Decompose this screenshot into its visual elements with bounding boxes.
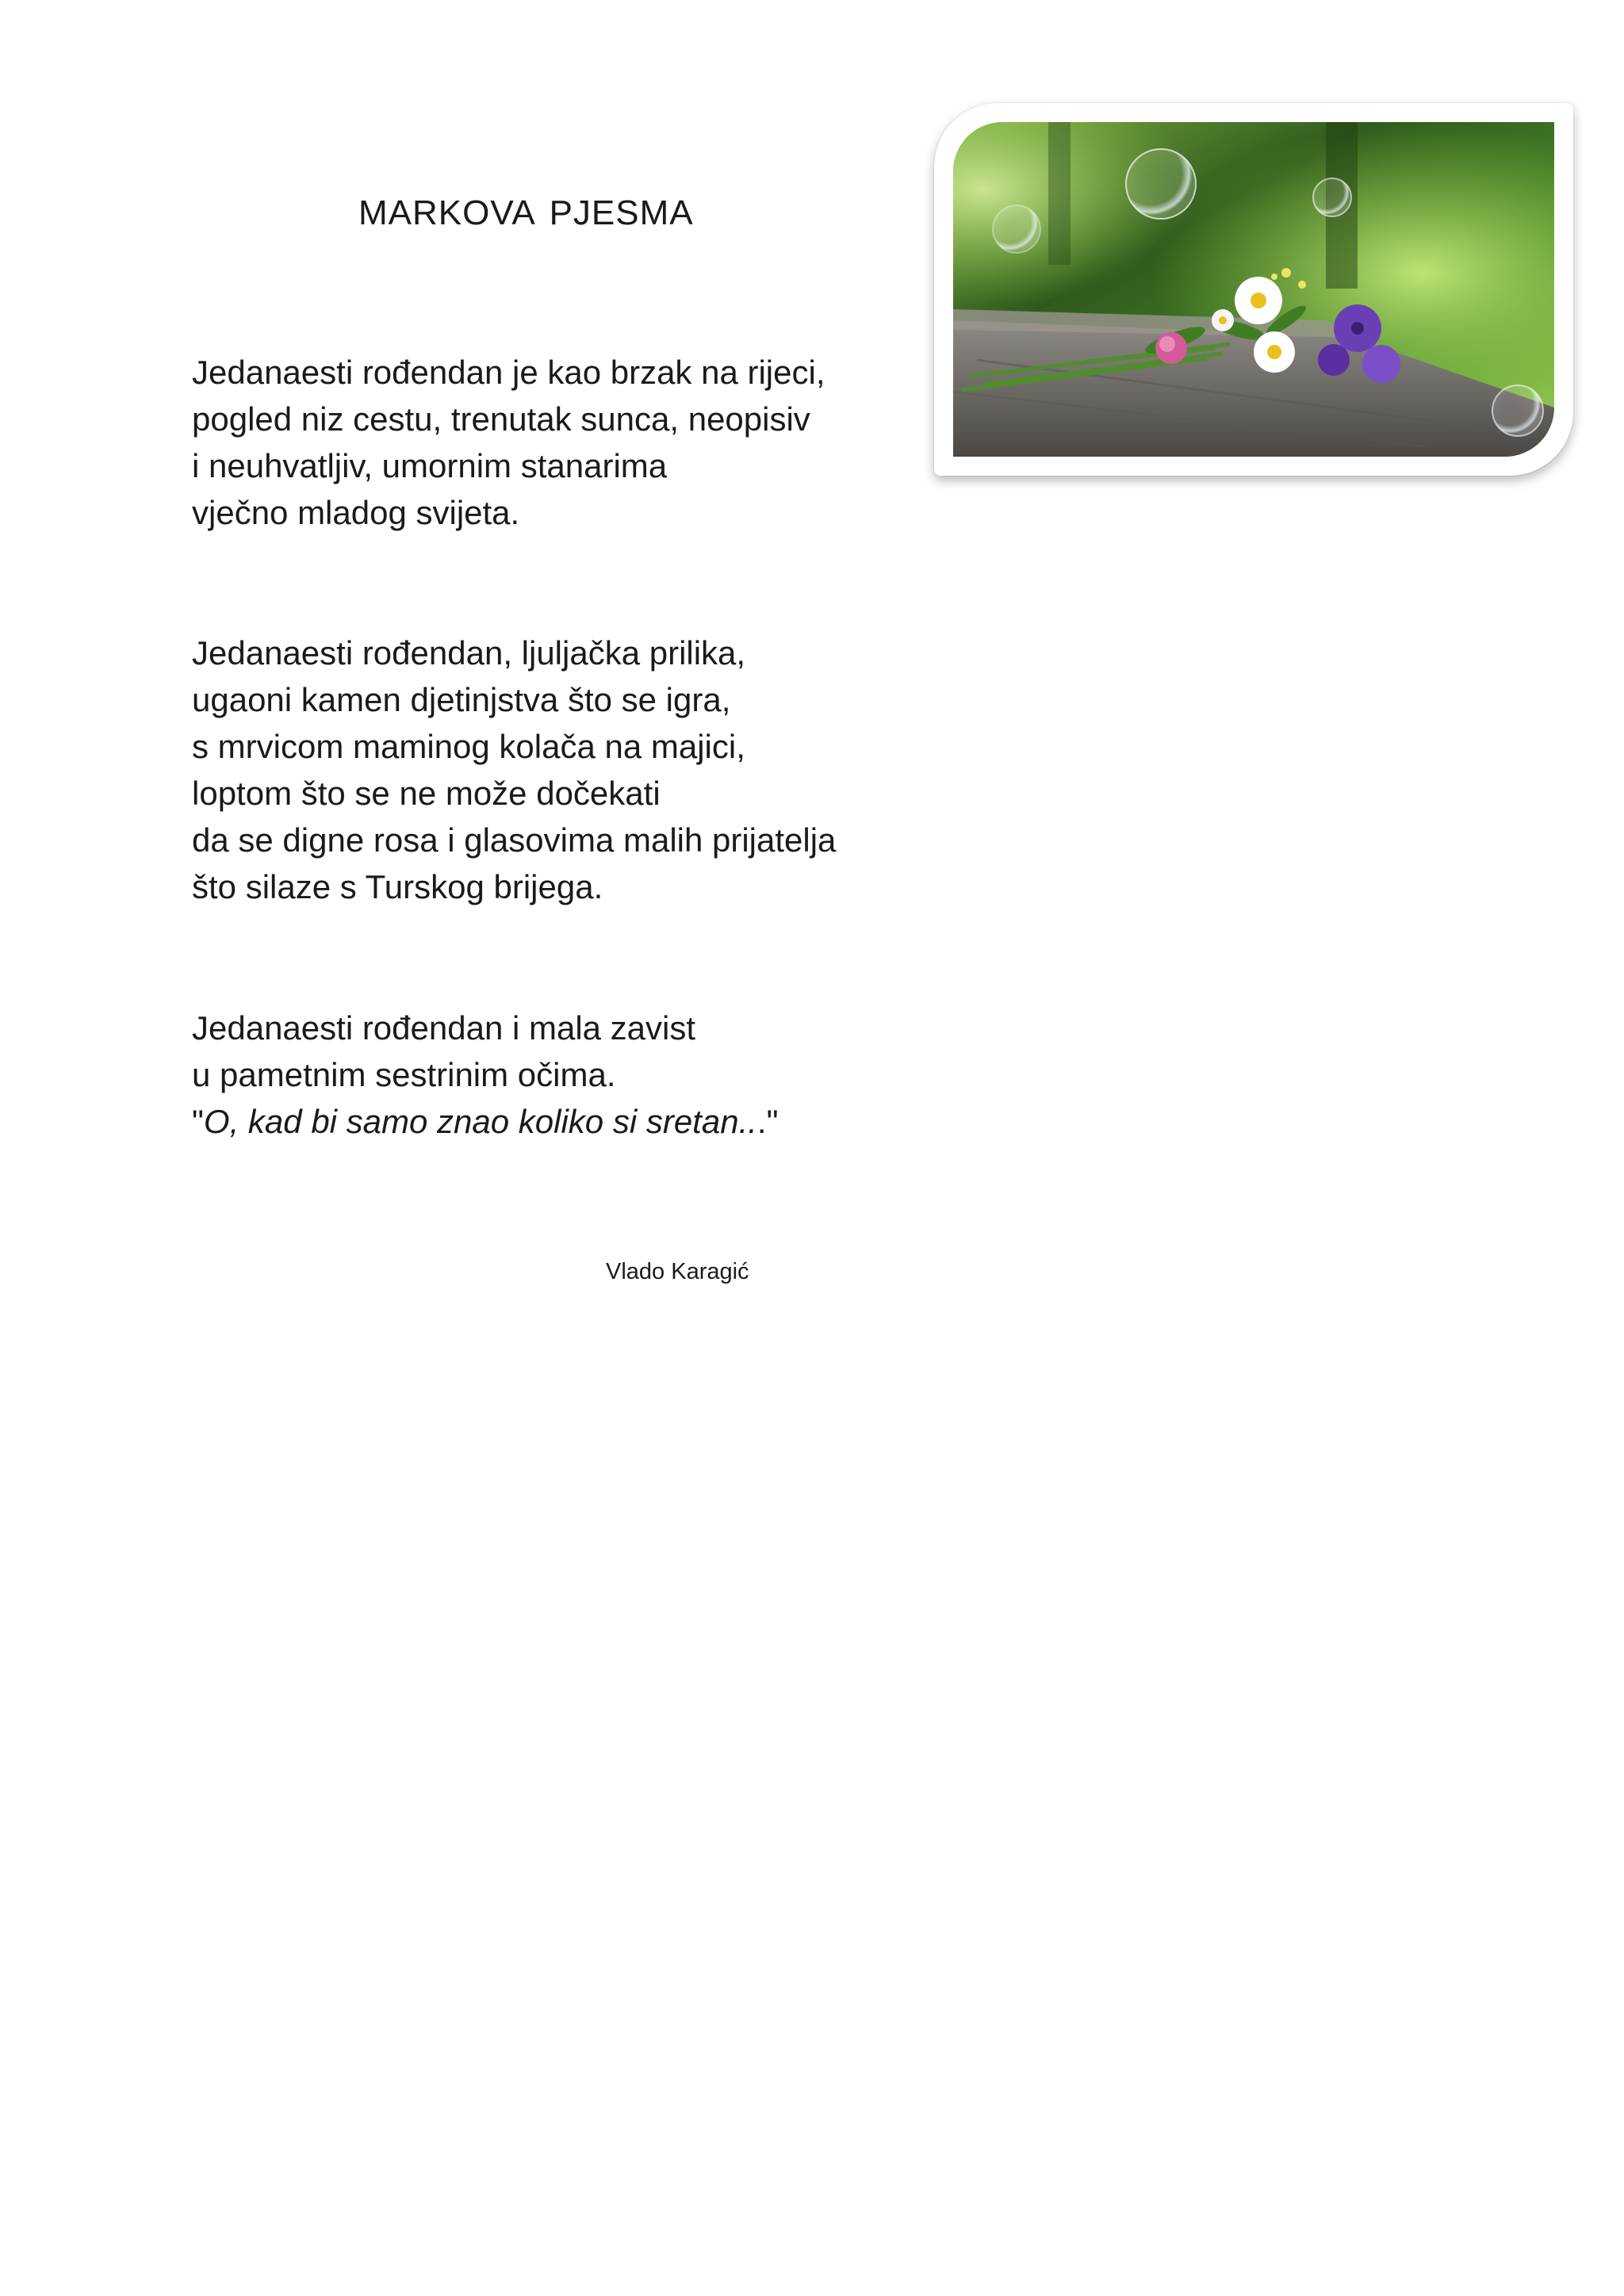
quote-close: .": [756, 1103, 779, 1140]
soap-bubble: [993, 205, 1040, 253]
quote-text: O, kad bi samo znao koliko si sretan..: [203, 1103, 757, 1140]
bouquet-photo-illustration: [953, 122, 1554, 457]
stanza-line: da se digne rosa i glasovima malih prijatelja: [192, 821, 837, 859]
stanza-1: [192, 349, 825, 536]
quote-open: ": [192, 1103, 204, 1140]
stanza-line: Jedanaesti rođendan i mala zavist: [192, 1009, 696, 1047]
stanza-line: i neuhvatljiv, umornim stanarima: [192, 447, 668, 484]
stanza-line: vječno mladog svijeta.: [192, 494, 520, 531]
poem-title: MARKOVA PJESMA: [358, 193, 694, 232]
stanza-line: loptom što se ne može dočekati: [192, 775, 661, 812]
photo-frame: [934, 103, 1573, 476]
stanza-line: što silaze s Turskog brijega.: [192, 868, 603, 905]
stanza-2: [192, 629, 836, 910]
stanza-line: s mrvicom maminog kolača na majici,: [192, 728, 745, 765]
quote-line: [192, 1098, 778, 1145]
bouquet-photo: [953, 122, 1554, 457]
stanza-line: ugaoni kamen djetinjstva što se igra,: [192, 681, 731, 718]
stanza-line: pogled niz cestu, trenutak sunca, neopisiv: [192, 400, 810, 438]
poem-author: Vlado Karagić: [606, 1259, 749, 1284]
soap-bubble: [1126, 149, 1196, 219]
soap-bubble: [1313, 178, 1351, 216]
stanza-line: Jedanaesti rođendan je kao brzak na rijeci,: [192, 354, 825, 391]
soap-bubble: [1492, 385, 1543, 436]
stanza-line: u pametnim sestrinim očima.: [192, 1056, 616, 1093]
stanza-line: Jedanaesti rođendan, ljuljačka prilika,: [192, 634, 746, 672]
stanza-3: [192, 1004, 778, 1145]
